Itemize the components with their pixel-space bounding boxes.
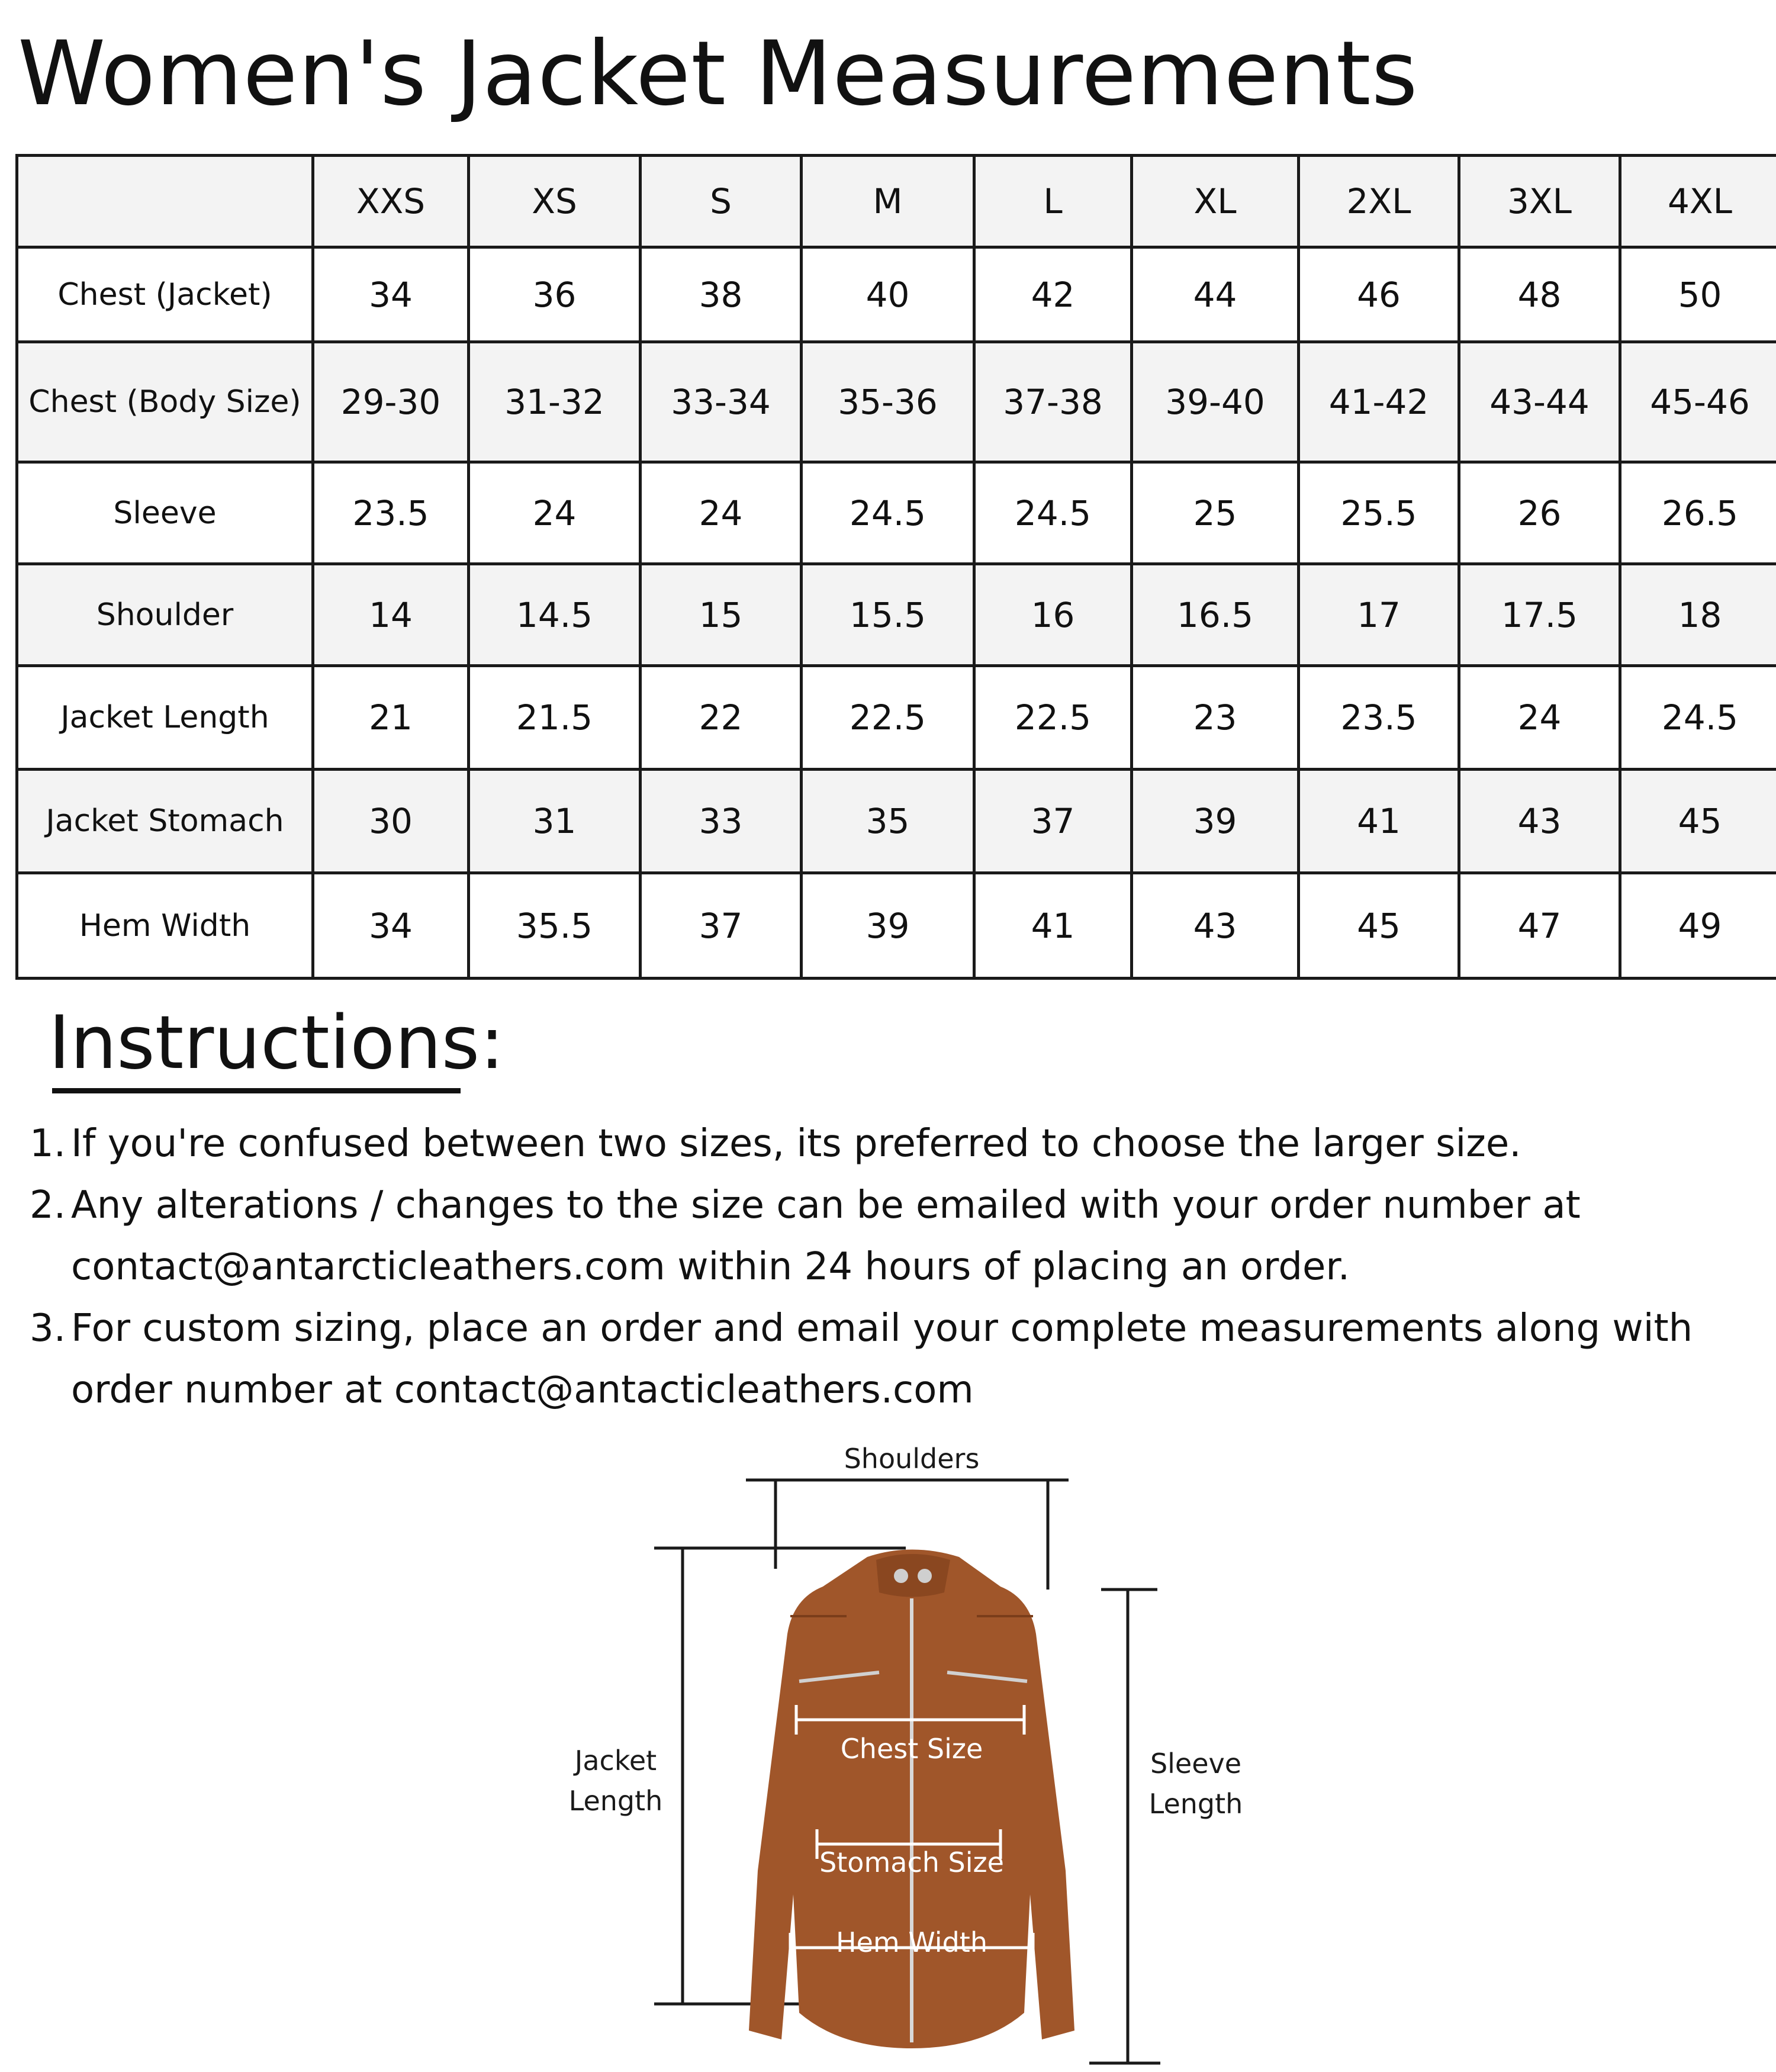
table-cell: 41-42	[1299, 342, 1459, 462]
table-cell: 45	[1299, 873, 1459, 979]
instruction-text: Any alterations / changes to the size can be emailed with your order number at	[71, 1183, 1581, 1227]
row-label: Chest (Body Size)	[17, 342, 313, 462]
table-cell: 39	[802, 873, 974, 979]
sleeve-length-label	[1143, 1743, 1249, 1824]
table-cell: 21	[313, 666, 469, 770]
table-cell: 22.5	[802, 666, 974, 770]
table-cell: 22.5	[974, 666, 1132, 770]
table-cell: 35-36	[802, 342, 974, 462]
size-header: L	[974, 156, 1132, 247]
table-cell: 26	[1459, 462, 1620, 564]
table-cell: 43-44	[1459, 342, 1620, 462]
table-cell: 35	[802, 770, 974, 873]
table-cell: 16	[974, 564, 1132, 666]
row-label: Shoulder	[17, 564, 313, 666]
jacket-measurement-diagram	[533, 1421, 1302, 2072]
table-cell: 41	[974, 873, 1132, 979]
table-cell: 24.5	[974, 462, 1132, 564]
chest-size-label: Chest Size	[840, 1733, 983, 1765]
table-cell: 14.5	[469, 564, 641, 666]
table-cell: 24.5	[1620, 666, 1776, 770]
table-cell: 37	[974, 770, 1132, 873]
table-cell: 15	[641, 564, 802, 666]
instruction-text: order number at contact@antacticleathers.com	[71, 1368, 974, 1412]
size-header: 4XL	[1620, 156, 1776, 247]
row-label: Sleeve	[17, 462, 313, 564]
table-cell: 30	[313, 770, 469, 873]
table-cell: 23	[1132, 666, 1299, 770]
size-header: XL	[1132, 156, 1299, 247]
table-cell: 29-30	[313, 342, 469, 462]
table-cell: 43	[1459, 770, 1620, 873]
jacket-length-label-line: Jacket	[574, 1745, 657, 1777]
size-header: 2XL	[1299, 156, 1459, 247]
shoulders-label: Shoulders	[844, 1443, 980, 1475]
table-cell: 41	[1299, 770, 1459, 873]
table-cell: 34	[313, 873, 469, 979]
instruction-item	[30, 1298, 1746, 1421]
table-row-jacket-length	[17, 666, 1776, 770]
table-cell: 33-34	[641, 342, 802, 462]
table-cell: 47	[1459, 873, 1620, 979]
table-cell: 34	[313, 247, 469, 342]
instruction-item	[30, 1175, 1746, 1298]
table-cell: 24	[469, 462, 641, 564]
table-cell: 14	[313, 564, 469, 666]
table-cell: 23.5	[1299, 666, 1459, 770]
table-cell: 17	[1299, 564, 1459, 666]
table-cell: 39-40	[1132, 342, 1299, 462]
header-empty-cell	[17, 156, 313, 247]
row-label: Jacket Stomach	[17, 770, 313, 873]
instruction-item	[30, 1113, 1746, 1175]
instruction-text: For custom sizing, place an order and email your complete measurements along with	[71, 1307, 1693, 1350]
stomach-size-label: Stomach Size	[819, 1846, 1004, 1878]
instruction-text: If you're confused between two sizes, its preferred to choose the larger size.	[71, 1122, 1521, 1166]
table-cell: 49	[1620, 873, 1776, 979]
table-cell: 31	[469, 770, 641, 873]
table-cell: 22	[641, 666, 802, 770]
table-cell: 45-46	[1620, 342, 1776, 462]
instructions-list	[30, 1113, 1746, 1421]
size-chart-table	[15, 154, 1776, 980]
table-row-hem-width	[17, 873, 1776, 979]
table-cell: 26.5	[1620, 462, 1776, 564]
table-cell: 44	[1132, 247, 1299, 342]
table-cell: 24	[1459, 666, 1620, 770]
table-row-jacket-stomach	[17, 770, 1776, 873]
table-cell: 36	[469, 247, 641, 342]
table-cell: 38	[641, 247, 802, 342]
table-cell: 45	[1620, 770, 1776, 873]
instruction-number: 2.	[30, 1183, 66, 1227]
table-cell: 48	[1459, 247, 1620, 342]
size-header: XXS	[313, 156, 469, 247]
table-cell: 24.5	[802, 462, 974, 564]
table-cell: 42	[974, 247, 1132, 342]
heading-underline	[52, 1088, 461, 1093]
table-cell: 17.5	[1459, 564, 1620, 666]
table-cell: 21.5	[469, 666, 641, 770]
sleeve-length-label-line: Length	[1148, 1788, 1243, 1820]
table-cell: 25.5	[1299, 462, 1459, 564]
row-label: Jacket Length	[17, 666, 313, 770]
table-cell: 40	[802, 247, 974, 342]
jacket-shape	[749, 1550, 1074, 2049]
table-row-chest-jacket	[17, 247, 1776, 342]
table-cell: 33	[641, 770, 802, 873]
instructions-heading: Instructions:	[49, 1000, 505, 1086]
size-header: M	[802, 156, 974, 247]
table-cell: 18	[1620, 564, 1776, 666]
size-header: S	[641, 156, 802, 247]
table-cell: 37	[641, 873, 802, 979]
table-cell: 25	[1132, 462, 1299, 564]
jacket-length-label	[562, 1740, 669, 1821]
sleeve-length-label-line: Sleeve	[1150, 1748, 1242, 1780]
table-row-chest-body	[17, 342, 1776, 462]
size-header: 3XL	[1459, 156, 1620, 247]
row-label: Hem Width	[17, 873, 313, 979]
table-cell: 50	[1620, 247, 1776, 342]
hem-width-label: Hem Width	[836, 1926, 987, 1958]
page-title: Women's Jacket Measurements	[18, 22, 1418, 126]
table-cell: 31-32	[469, 342, 641, 462]
table-cell: 23.5	[313, 462, 469, 564]
instruction-number: 3.	[30, 1307, 66, 1350]
table-row-shoulder	[17, 564, 1776, 666]
table-cell: 15.5	[802, 564, 974, 666]
table-cell: 24	[641, 462, 802, 564]
table-cell: 39	[1132, 770, 1299, 873]
table-row-sleeve	[17, 462, 1776, 564]
table-cell: 43	[1132, 873, 1299, 979]
table-cell: 46	[1299, 247, 1459, 342]
table-cell: 37-38	[974, 342, 1132, 462]
instruction-text: contact@antarcticleathers.com within 24 hours of placing an order.	[71, 1245, 1350, 1289]
table-cell: 35.5	[469, 873, 641, 979]
instruction-number: 1.	[30, 1122, 66, 1166]
size-header: XS	[469, 156, 641, 247]
row-label: Chest (Jacket)	[17, 247, 313, 342]
jacket-length-label-line: Length	[568, 1785, 663, 1817]
table-cell: 16.5	[1132, 564, 1299, 666]
size-header-row	[17, 156, 1776, 247]
